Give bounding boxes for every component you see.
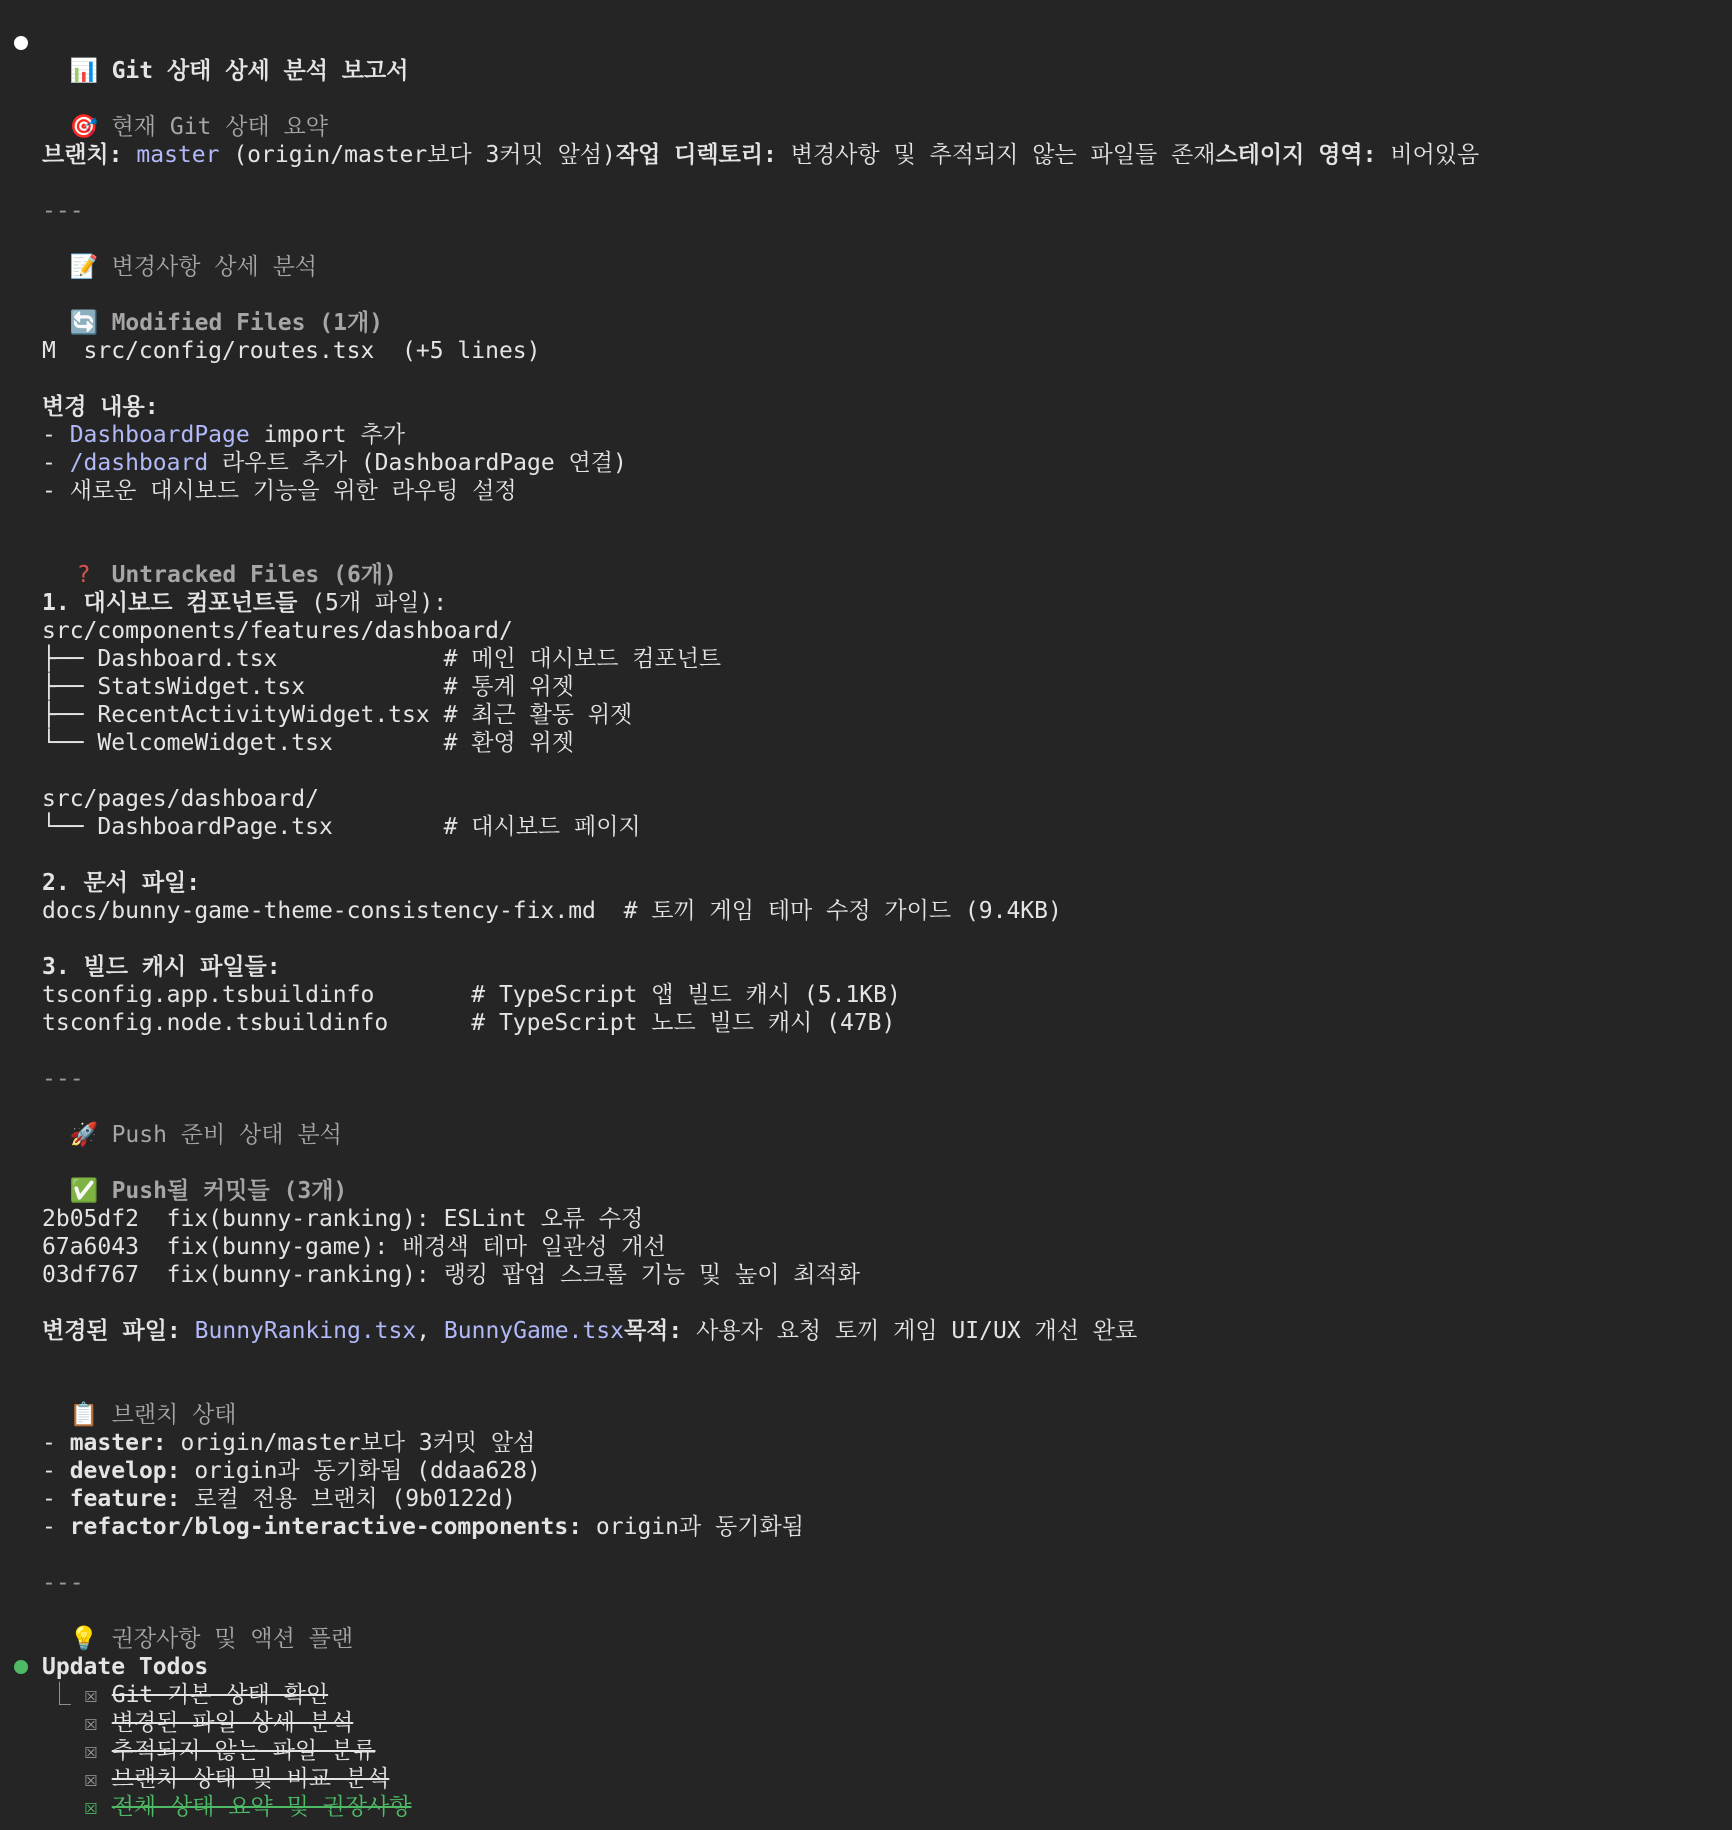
commit-line: 2b05df2 fix(bunny-ranking): ESLint 오류 수정	[42, 1206, 644, 1232]
tree-line: src/components/features/dashboard/	[42, 618, 513, 644]
tree-line: ├── StatsWidget.tsx # 통계 위젯	[42, 674, 574, 700]
clipboard-icon: 📋	[69, 1402, 99, 1428]
checkbox-icon: ☒	[84, 1710, 98, 1736]
file-name: BunnyRanking.tsx	[194, 1318, 417, 1344]
tree-line: ├── Dashboard.tsx # 메인 대시보드 컴포넌트	[42, 646, 722, 672]
cache-file-line: tsconfig.node.tsbuildinfo # TypeScript 노드 빌드 캐시 (47B)	[42, 1010, 896, 1036]
todos-heading: Update Todos	[42, 1654, 209, 1680]
dash: -	[42, 478, 70, 504]
tree-line: └── WelcomeWidget.tsx # 환영 위젯	[42, 730, 574, 756]
workdir-value: 변경사항 및 추적되지 않는 파일들 존재	[776, 142, 1216, 168]
change-code: /dashboard	[69, 450, 209, 476]
files-label: 변경된 파일:	[42, 1318, 181, 1344]
branch-name: refactor/blog-interactive-components:	[69, 1514, 583, 1540]
untracked-heading-row	[42, 533, 397, 588]
branch-item: - refactor/blog-interactive-components: origin과 동기화됨	[42, 1514, 804, 1540]
modified-heading-row	[42, 281, 384, 336]
commit-line: 67a6043 fix(bunny-game): 배경색 테마 일관성 개선	[42, 1234, 666, 1260]
commits-heading-row	[42, 1149, 348, 1204]
tree-line: ├── RecentActivityWidget.tsx # 최근 활동 위젯	[42, 702, 633, 728]
section-2-title: 2. 문서 파일:	[42, 870, 201, 896]
untracked-heading: Untracked Files (6개)	[111, 562, 397, 588]
commits-heading: Push될 커밋들 (3개)	[111, 1178, 348, 1204]
content-label: 변경 내용:	[42, 394, 159, 420]
separator: ---	[42, 1570, 84, 1596]
branch-name: master:	[69, 1430, 167, 1456]
summary-heading-row	[42, 85, 328, 140]
summary-heading: 현재 Git 상태 요약	[111, 114, 328, 140]
stage-label: 스테이지 영역:	[1215, 142, 1377, 168]
section-note: (5개 파일):	[297, 590, 448, 616]
change-text: 라우트 추가 (DashboardPage 연결)	[208, 450, 627, 476]
section-1-title	[42, 589, 447, 617]
todo-item	[84, 1765, 389, 1793]
purpose-label: 목적:	[623, 1318, 683, 1344]
doc-file-line: docs/bunny-game-theme-consistency-fix.md # 토끼 게임 테마 수정 가이드 (9.4KB)	[42, 898, 1062, 924]
commit-line: 03df767 fix(bunny-ranking): 랭킹 팝업 스크롤 기능 및 높이 최적화	[42, 1262, 860, 1288]
changes-heading-row	[42, 225, 318, 280]
modified-file-line: M src/config/routes.tsx (+5 lines)	[42, 338, 541, 364]
title-bullet	[14, 36, 28, 50]
change-code: DashboardPage	[69, 422, 250, 448]
branch-name: develop:	[69, 1458, 181, 1484]
checkbox-icon: ☒	[84, 1682, 98, 1708]
todo-text: 브랜치 상태 및 비교 분석	[111, 1766, 390, 1792]
checkbox-icon: ☒	[84, 1738, 98, 1764]
memo-icon: 📝	[69, 254, 99, 280]
changed-files-line	[42, 1317, 1137, 1345]
todo-text: 추적되지 않는 파일 분류	[111, 1738, 376, 1764]
stage-value: 비어있음	[1376, 142, 1480, 168]
change-text: import 추가	[249, 422, 405, 448]
branch-item: - master: origin/master보다 3커밋 앞섬	[42, 1430, 536, 1456]
branch-value: master	[136, 142, 220, 168]
section-3-title: 3. 빌드 캐시 파일들:	[42, 954, 281, 980]
workdir-label: 작업 디렉토리:	[615, 142, 777, 168]
branches-heading: 브랜치 상태	[111, 1402, 237, 1428]
changes-heading: 변경사항 상세 분석	[111, 254, 318, 280]
todo-item	[84, 1709, 353, 1737]
cache-file-line: tsconfig.app.tsbuildinfo # TypeScript 앱 빌드 캐시 (5.1KB)	[42, 982, 901, 1008]
summary-line	[42, 141, 1479, 169]
report-title: Git 상태 상세 분석 보고서	[111, 58, 409, 84]
refresh-icon: 🔄	[69, 310, 99, 336]
todo-item	[84, 1681, 328, 1709]
branch-text: origin과 동기화됨	[582, 1514, 804, 1540]
check-icon: ✅	[69, 1178, 99, 1204]
comma: ,	[416, 1318, 444, 1344]
tree-line: src/pages/dashboard/	[42, 786, 319, 812]
push-heading-row	[42, 1093, 342, 1148]
file-name: BunnyGame.tsx	[443, 1318, 624, 1344]
purpose-value: 사용자 요청 토끼 게임 UI/UX 개선 완료	[682, 1318, 1138, 1344]
branch-text: origin과 동기화됨 (ddaa628)	[180, 1458, 541, 1484]
rocket-icon: 🚀	[69, 1122, 99, 1148]
checkbox-icon: ☒	[84, 1766, 98, 1792]
todos-bullet	[14, 1660, 28, 1674]
branches-heading-row	[42, 1373, 237, 1428]
todo-item	[84, 1737, 375, 1765]
chart-icon: 📊	[69, 58, 99, 84]
modified-heading: Modified Files (1개)	[111, 310, 384, 336]
branch-name: feature:	[69, 1486, 181, 1512]
todo-text: 변경된 파일 상세 분석	[111, 1710, 354, 1736]
branch-item: - develop: origin과 동기화됨 (ddaa628)	[42, 1458, 541, 1484]
recommend-heading-row	[42, 1597, 354, 1652]
target-icon: 🎯	[69, 114, 99, 140]
push-heading: Push 준비 상태 분석	[111, 1122, 342, 1148]
todo-text: 전체 상태 요약 및 권장사항	[111, 1794, 412, 1820]
separator: ---	[42, 198, 84, 224]
change-item	[42, 449, 627, 477]
report-title-row	[42, 29, 409, 84]
dash: -	[42, 450, 70, 476]
branch-text: 로컬 전용 브랜치 (9b0122d)	[180, 1486, 517, 1512]
recommend-heading: 권장사항 및 액션 플랜	[111, 1626, 354, 1652]
branch-item: - feature: 로컬 전용 브랜치 (9b0122d)	[42, 1486, 517, 1512]
checkbox-icon: ☒	[84, 1794, 98, 1820]
section-title: 1. 대시보드 컴포넌트들	[42, 590, 298, 616]
todo-item-current	[84, 1793, 412, 1821]
tree-connector: ⎿	[48, 1682, 71, 1708]
bulb-icon: 💡	[69, 1626, 99, 1652]
branch-label: 브랜치:	[42, 142, 123, 168]
change-item	[42, 421, 405, 449]
branch-text: origin/master보다 3커밋 앞섬	[166, 1430, 536, 1456]
question-icon: ?	[76, 562, 91, 588]
change-text: 새로운 대시보드 기능을 위한 라우팅 설정	[69, 478, 517, 504]
tree-line: └── DashboardPage.tsx # 대시보드 페이지	[42, 814, 641, 840]
todo-text: Git 기본 상태 확인	[111, 1682, 329, 1708]
branch-note: (origin/master보다 3커밋 앞섬)	[219, 142, 616, 168]
dash: -	[42, 422, 70, 448]
change-item	[42, 477, 517, 505]
separator: ---	[42, 1066, 84, 1092]
